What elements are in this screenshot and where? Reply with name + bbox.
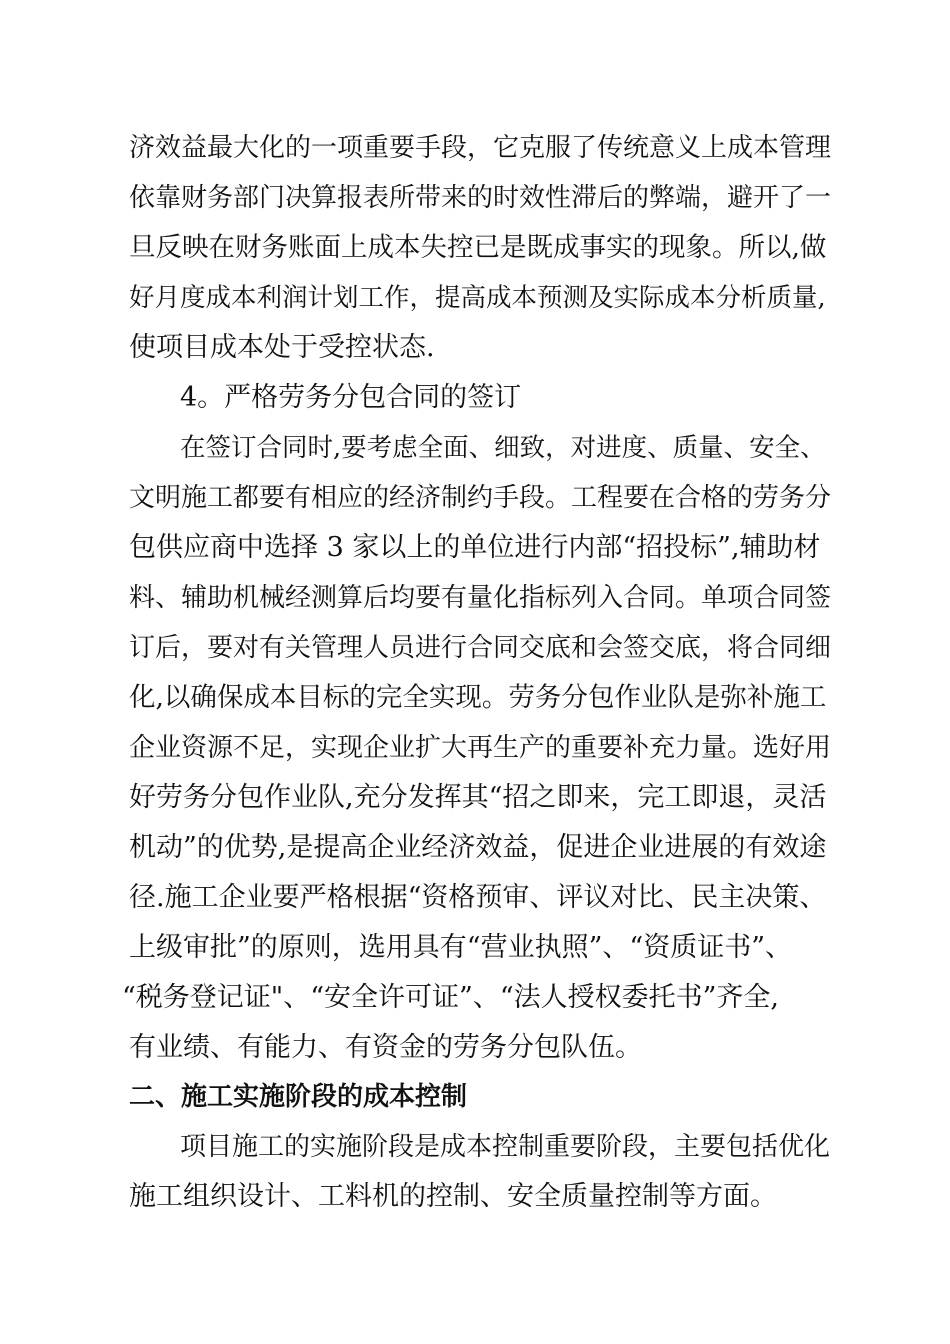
- section-heading: 二、施工实施阶段的成本控制: [129, 1082, 468, 1112]
- paragraph-line: 好月度成本利润计划工作，提高成本预测及实际成本分析质量,: [129, 283, 826, 313]
- paragraph-line: 文明施工都要有相应的经济制约手段。工程要在合格的劳务分: [129, 483, 832, 513]
- paragraph-line: 施工组织设计、工料机的控制、安全质量控制等方面。: [129, 1181, 777, 1212]
- paragraph-line: 订后，要对有关管理人员进行合同交底和会签交底，将合同细: [129, 633, 832, 663]
- paragraph-line: 济效益最大化的一项重要手段，它克服了传统意义上成本管理: [129, 133, 832, 163]
- paragraph-line: 包供应商中选择 3 家以上的单位进行内部“招投标”,辅助材: [129, 532, 821, 563]
- paragraph-line: 径.施工企业要严格根据“资格预审、评议对比、民主决策、: [129, 882, 827, 913]
- paragraph-line: 料、辅助机械经测算后均要有量化指标列入合同。单项合同签: [129, 583, 832, 613]
- paragraph-line: 化,以确保成本目标的完全实现。劳务分包作业队是弥补施工: [129, 682, 827, 713]
- paragraph-line: 上级审批”的原则，选用具有“营业执照”、“资质证书”、: [129, 932, 793, 963]
- paragraph-line: 企业资源不足，实现企业扩大再生产的重要补充力量。选好用: [129, 733, 832, 763]
- section-subheading: 4。严格劳务分包合同的签订: [180, 382, 522, 413]
- paragraph-line: 有业绩、有能力、有资金的劳务分包队伍。: [129, 1032, 642, 1063]
- paragraph-line: 项目施工的实施阶段是成本控制重要阶段，主要包括优化: [180, 1132, 831, 1162]
- paragraph-line: 使项目成本处于受控状态.: [129, 332, 435, 363]
- paragraph-line: 旦反映在财务账面上成本失控已是既成事实的现象。所以,做: [129, 232, 827, 263]
- paragraph-line: 依靠财务部门决算报表所带来的时效性滞后的弊端，避开了一: [129, 183, 832, 213]
- paragraph-line: 好劳务分包作业队,充分发挥其“招之即来，完工即退，灵活: [129, 782, 827, 813]
- paragraph-line: “税务登记证"、“安全许可证”、“法人授权委托书”齐全,: [122, 982, 780, 1013]
- paragraph-line: 在签订合同时,要考虑全面、细致，对进度、质量、安全、: [180, 433, 826, 463]
- paragraph-line: 机动”的优势,是提高企业经济效益，促进企业进展的有效途: [129, 832, 827, 863]
